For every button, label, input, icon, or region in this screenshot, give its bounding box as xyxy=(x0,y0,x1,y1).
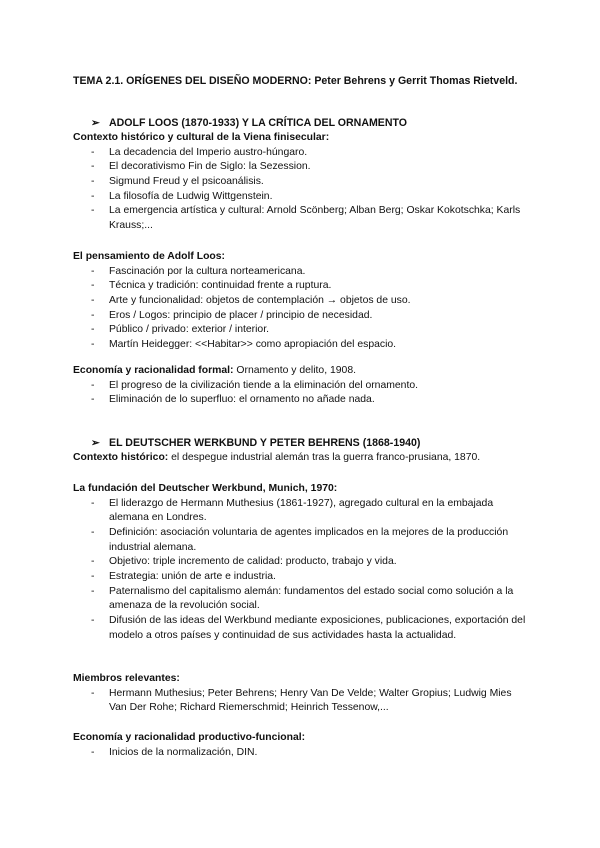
loos-heading: ➢ ADOLF LOOS (1870-1933) Y LA CRÍTICA DEL ORNAMENTO xyxy=(91,117,408,129)
loos-economy-label: Economía y racionalidad formal: Ornamento y delito, 1908. xyxy=(73,365,356,376)
loos-context-label: Contexto histórico y cultural de la Viena finisecular: xyxy=(73,132,330,143)
list-item: - Difusión de las ideas del Werkbund mediante exposiciones, publicaciones, exportación del modelo a otros países y continuidad de sus actividades hasta la actualidad. xyxy=(91,615,526,641)
list-item: - Eliminación de lo superfluo: el ornamento no añade nada. xyxy=(91,394,375,406)
werkbund-economy-label: Economía y racionalidad productivo-funcional: xyxy=(73,732,306,743)
werkbund-foundation-list xyxy=(73,497,528,644)
list-item: - Paternalismo del capitalismo alemán: fundamentos del estado social como solución a la amenaza de la revolución social. xyxy=(91,585,514,612)
arrow-bullet-icon: ➢ xyxy=(91,117,100,129)
list-item: - El decorativismo Fin de Siglo: la Sezession. xyxy=(91,161,311,173)
list-item: - Objetivo: triple incremento de calidad: producto, trabajo y vida. xyxy=(91,556,397,568)
werkbund-foundation-section xyxy=(73,482,528,644)
page-title: TEMA 2.1. ORÍGENES DEL DISEÑO MODERNO: Peter Behrens y Gerrit Thomas Rietveld. xyxy=(73,75,518,87)
loos-economy-section xyxy=(73,364,528,408)
list-item: - Público / privado: exterior / interior. xyxy=(91,324,269,336)
loos-thought-label: El pensamiento de Adolf Loos: xyxy=(73,251,226,262)
list-item: - Definición: asociación voluntaria de agentes implicados en la mejores de la producción industrial alemana. xyxy=(91,526,509,553)
werkbund-foundation-label: La fundación del Deutscher Werkbund, Munich, 1970: xyxy=(73,483,338,494)
list-item: - Sigmund Freud y el psicoanálisis. xyxy=(91,175,264,187)
list-item: - El progreso de la civilización tiende a la eliminación del ornamento. xyxy=(91,379,419,391)
list-item: - Arte y funcionalidad: objetos de contemplación → objetos de uso. xyxy=(91,294,411,306)
werkbund-section xyxy=(73,436,528,466)
loos-thought-list xyxy=(73,265,528,353)
werkbund-members-label: Miembros relevantes: xyxy=(73,673,180,684)
list-item: - Técnica y tradición: continuidad frente a ruptura. xyxy=(91,280,332,292)
loos-context-list xyxy=(73,146,528,234)
list-item: - Estrategia: unión de arte e industria. xyxy=(91,571,276,583)
loos-section xyxy=(73,116,528,234)
list-item: - Inicios de la normalización, DIN. xyxy=(91,746,258,758)
list-item: - La filosofía de Ludwig Wittgenstein. xyxy=(91,190,273,202)
arrow-bullet-icon: ➢ xyxy=(91,437,100,449)
list-item: - Fascinación por la cultura norteamericana. xyxy=(91,265,306,277)
werkbund-members-section xyxy=(73,672,528,716)
loos-economy-list xyxy=(73,379,528,408)
werkbund-heading: ➢ EL DEUTSCHER WERKBUND Y PETER BEHRENS (1868-1940) xyxy=(91,437,421,449)
list-item: - La emergencia artística y cultural: Arnold Scönberg; Alban Berg; Oskar Kokotschka; Karls Krauss;... xyxy=(91,205,521,232)
loos-thought-section xyxy=(73,250,528,353)
list-item: - El liderazgo de Hermann Muthesius (1861-1927), agregado cultural en la embajada alemana en Londres. xyxy=(91,497,494,524)
list-item: - Eros / Logos: principio de placer / principio de necesidad. xyxy=(91,309,373,321)
werkbund-economy-list xyxy=(73,746,528,761)
list-item: - La decadencia del Imperio austro-húngaro. xyxy=(91,146,308,158)
werkbund-context: Contexto histórico: el despegue industrial alemán tras la guerra franco-prusiana, 1870. xyxy=(73,452,481,463)
werkbund-members-list xyxy=(73,687,528,716)
werkbund-economy-section xyxy=(73,731,528,760)
list-item: - Hermann Muthesius; Peter Behrens; Henry Van De Velde; Walter Gropius; Ludwig Mies Van Der Rohe; Richard Riemerschmid; Heinrich Tessenow,... xyxy=(91,687,512,714)
list-item: - Martín Heidegger: <<Habitar>> como apropiación del espacio. xyxy=(91,339,397,351)
